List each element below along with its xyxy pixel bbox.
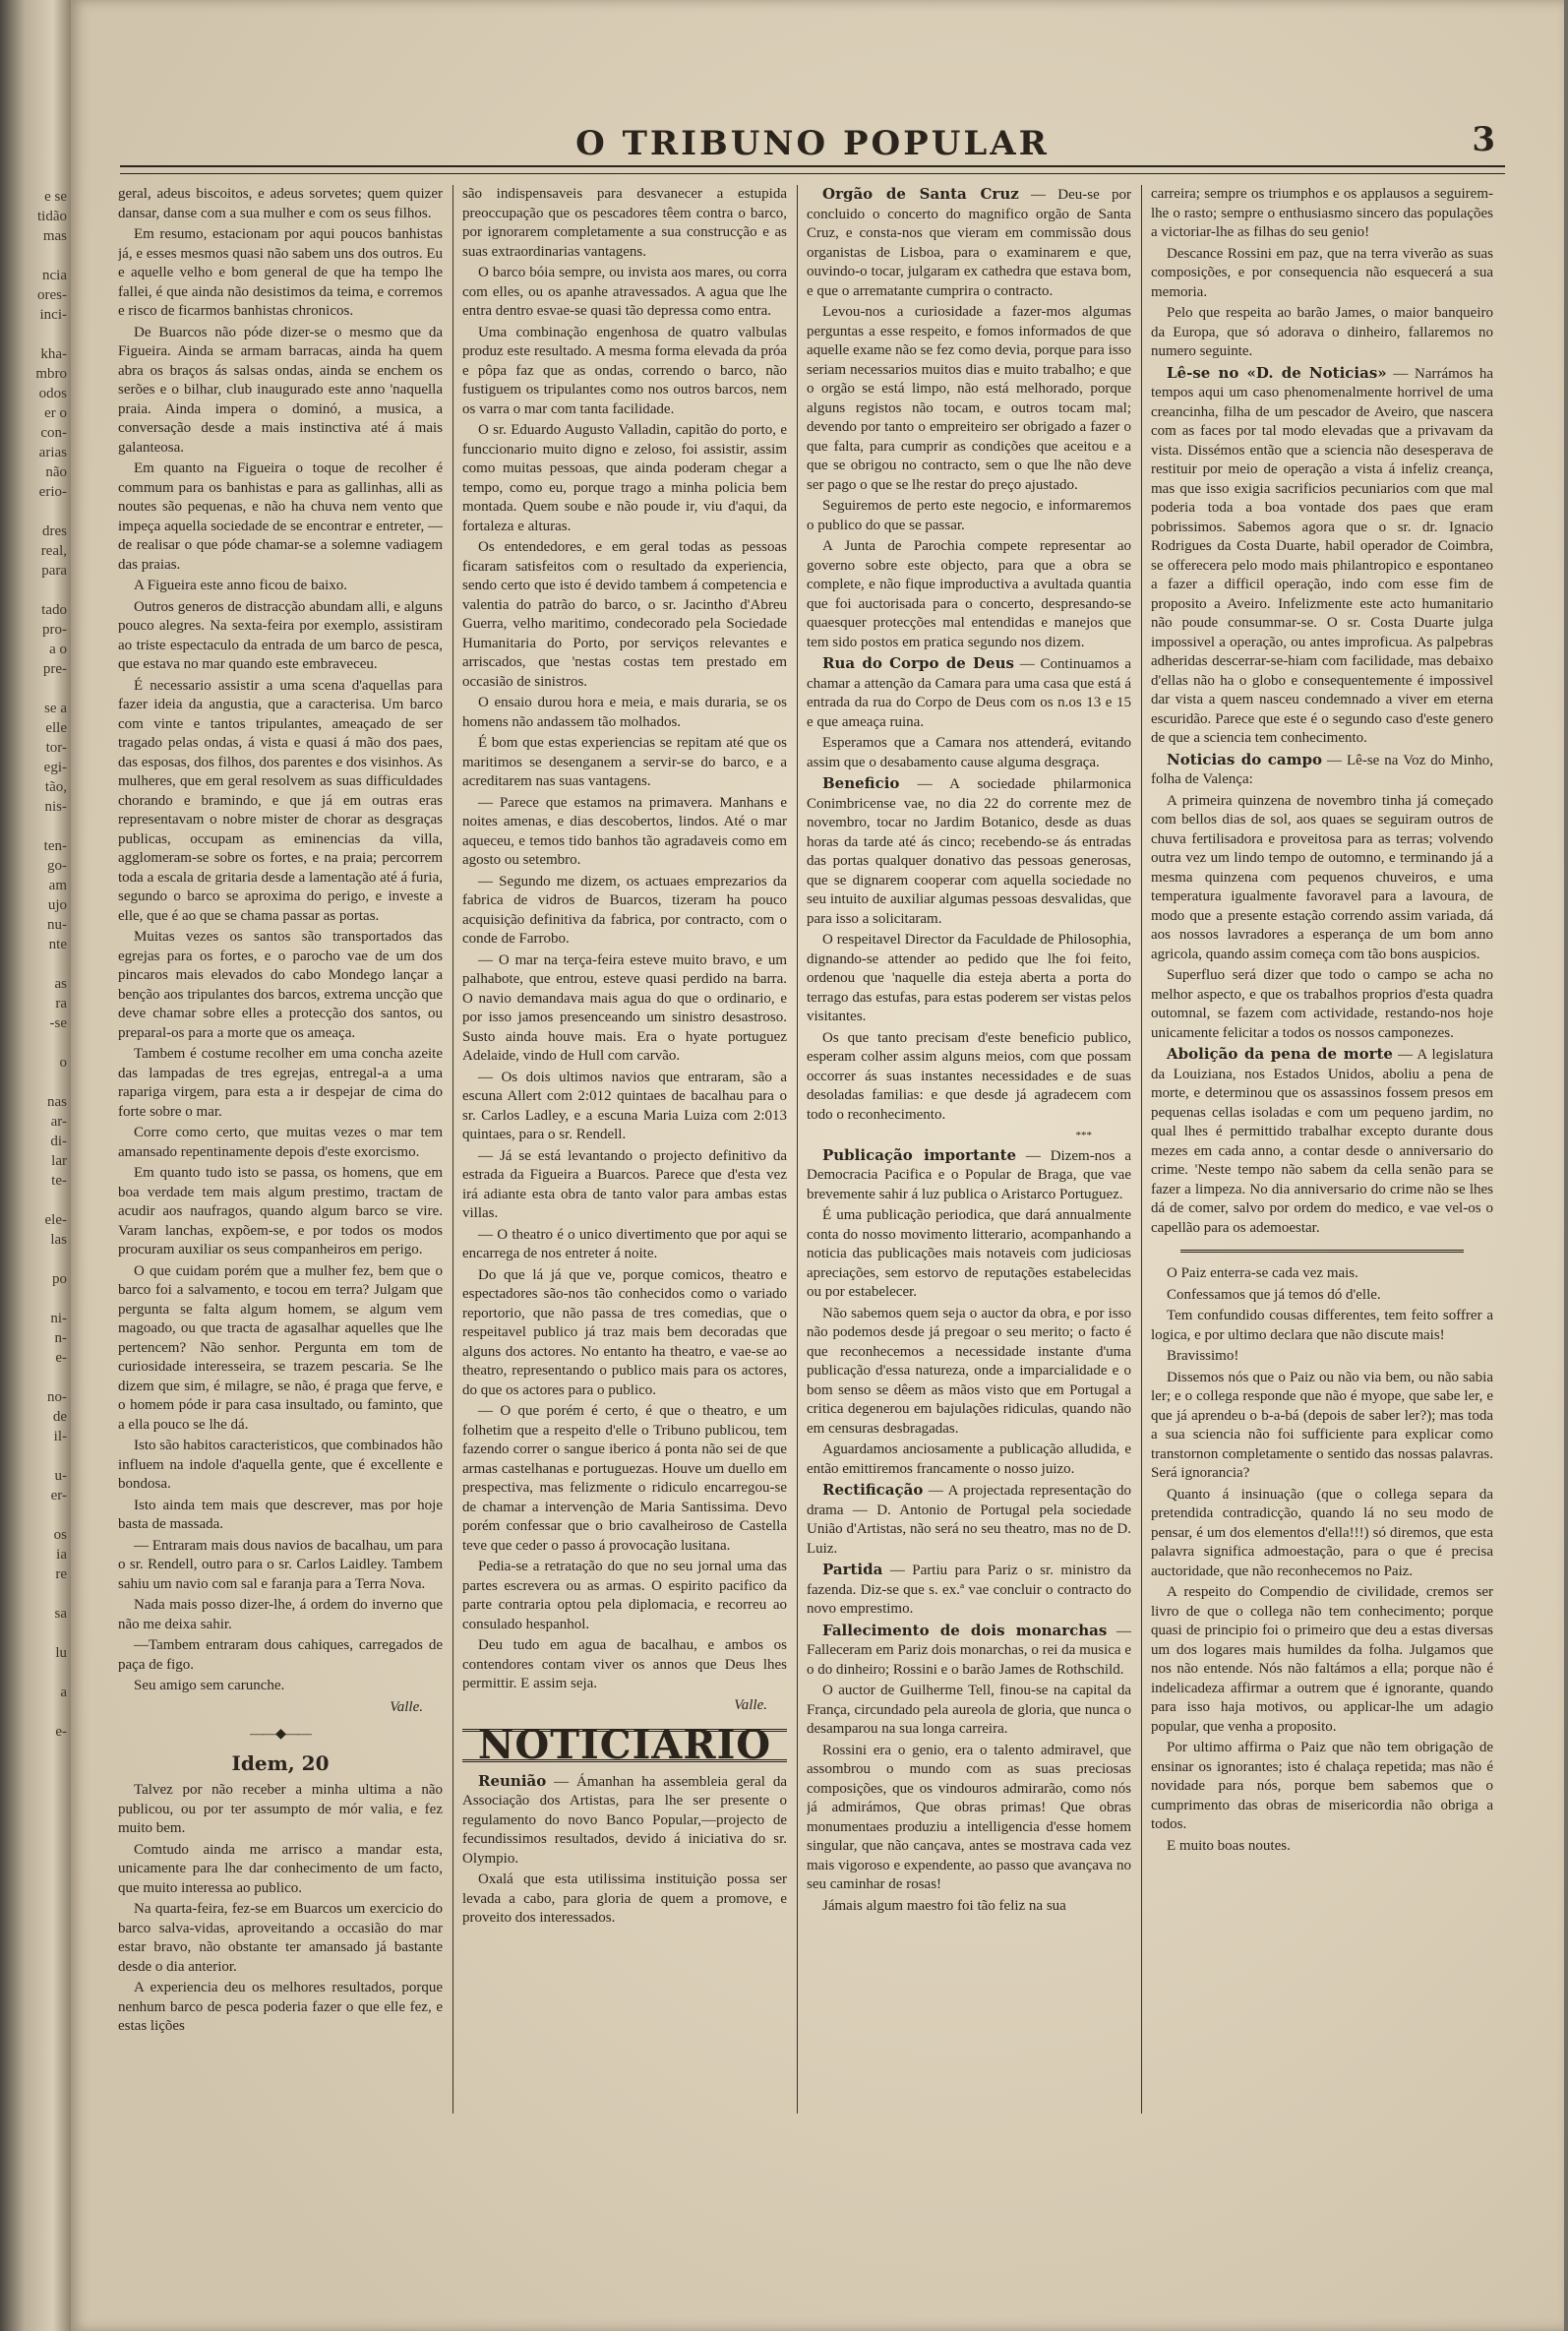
spine-line: não — [45, 464, 67, 480]
spine-line: as — [54, 976, 67, 992]
spine-line: di- — [50, 1134, 67, 1149]
news-item — [807, 654, 1131, 732]
spine-line: nas — [47, 1094, 67, 1110]
spine-line — [2, 502, 67, 521]
paragraph: Quanto á insinuação (que o collega separa da pretendida contradicção, quando lá no seu modo de pensar, é um dos elementos d'ella!!!) só diremos, que esta palavra significa admoestação, para o que é precisa auctoridade, que não reconhecemos no Paiz. — [1151, 1486, 1493, 1579]
paragraph: A primeira quinzena de novembro tinha já começado com bellos dias de sol, aos quaes se seguiram outros de chuva fertilisadora e proveitosa para as terras; volvendo outra vez um lindo tempo de outomno, e terminando já a mesma quinzena com pequenos chuveiros, e uma temperatura igualmente favoravel para a lavoura, de modo que a presente estação correndo assim variada, dá aos nossos lavradores a esperança de um bom anno agricola, quando assim começa com tão bons auspicios. — [1151, 792, 1493, 962]
spine-line: e se — [44, 189, 67, 205]
spine-line: sa — [54, 1606, 67, 1622]
spine-line: egi- — [43, 760, 67, 775]
news-body: — Continuamos a chamar a attenção da Camara para uma casa que está á entrada da rua do Corpo de Deus com os n.os 13 e 15 e que ameaça ruina. — [807, 656, 1131, 730]
paragraph: O auctor de Guilherme Tell, finou-se na capital da França, circundado pela aureola de gloria, que nunca o desamparou na sua longa carreira. — [807, 1683, 1131, 1737]
paragraph: Em quanto tudo isto se passa, os homens, que em boa verdade tem mais algum prestimo, tractam de acudir aos naufragos, quando algum barco se vire. Varam lanchas, expõem-se, e por todos os modos procuram auxiliar os seus companheiros em perigo. — [118, 1165, 443, 1258]
paragraph: Jámais algum maestro foi tão feliz na sua — [822, 1897, 1066, 1914]
paragraph: Os que tanto precisam d'este beneficio publico, esperam colher assim alguns meios, com que possam occorrer ás suas instantes necessidades e de suas desoladas familias: e que desde já agradecem com todo o reconhecimento. — [807, 1029, 1131, 1123]
paragraph: A Junta de Parochia compete representar ao governo sobre este objecto, para que a obra se complete, e não fique improductiva a avultada quantia que foi auctorisada para o concerto, despresando-se quaesquer protecções mal entendidas e manejos que tem sido postos em pratica segundo nos dizem. — [807, 538, 1131, 650]
news-item — [1151, 364, 1493, 749]
spine-line — [2, 325, 67, 344]
news-heading: Reunião — [478, 1771, 547, 1790]
spine-line: e- — [55, 1724, 67, 1740]
news-item — [807, 1622, 1131, 1681]
spine-line: er o — [44, 405, 67, 421]
spine-line — [2, 1446, 67, 1466]
spine-line: inci- — [39, 307, 67, 323]
spine-line — [2, 1289, 67, 1309]
paragraph: E muito boas noutes. — [1167, 1837, 1291, 1854]
spine-line: ujo — [47, 897, 67, 913]
news-heading: Publicação importante — [822, 1145, 1017, 1164]
paragraph: Deu tudo em agua de bacalhau, e ambos os contendores contam viver os annos que Deus lhes permittir. E assim seja. — [462, 1637, 787, 1691]
news-item — [1151, 1045, 1493, 1238]
spine-line — [2, 817, 67, 836]
news-heading: Orgão de Santa Cruz — [822, 185, 1019, 203]
news-heading: Lê-se no «D. de Noticias» — [1167, 363, 1387, 382]
spine-line — [2, 1368, 67, 1387]
paragraph: Dissemos nós que o Paiz ou não via bem, ou não sabia ler; e o collega responde que não é myope, que sabe ler, e que já aprendeu o b-a-bá (depois de saber ler?); mas toda a sua sciencia não foi sufficiente para explicar como transtornon completamente o sentido das nossas palavras. Será ignorancia? — [1151, 1369, 1493, 1481]
paragraph: —Tambem entraram dous cahiques, carregados de paça de figo. — [118, 1637, 443, 1673]
paragraph: são indispensaveis para desvanecer a estupida preoccupação que os pescadores têem contra o barco, por ignorarem completamente a sua construcção e as suas extraordinarias vantagens. — [462, 186, 787, 260]
paragraph: O que cuidam porém que a mulher fez, bem que o barco foi a salvamento, e tocou em terra? Julgam que pergunta se falta algum homem, se algum vem magoado, ou que tracta de agasalhar aquelles que lhe pertencem? Não senhor. Pergunta em tom de curiosidade interesseira, se trazem pescaria. Se lhe dizem que sim, é milagre, se não, é praga que ferve, e o homem póde ir para casa insultado, ou faminto, que a ella pouco se lhe dá. — [118, 1262, 443, 1433]
spine-line: kha- — [40, 346, 67, 362]
spine-line: nte — [48, 937, 67, 952]
paragraph: É bom que estas experiencias se repitam até que os maritimos se desenganem a servir-se do barco, e a acreditarem nas suas vantagens. — [462, 735, 787, 789]
paragraph: A respeito do Compendio de civilidade, cremos ser livro de que o collega não tem conhecimento; porque quasi de principio foi o primeiro que deu a estas diversas um dos logares mais humildes da folha. Julgamos que nos não entende. Nós não faltámos a ella; porque não é indelicadeza affirmar a outrem que é ignorante, quando para isso haja motivos, ou applicar-lhe um adagio popular, que venha a proposito. — [1151, 1584, 1493, 1735]
column-2 — [462, 185, 787, 2104]
spine-line — [2, 1073, 67, 1092]
section-heading-noticiario: NOTICIARIO — [462, 1729, 787, 1762]
spine-line: n- — [54, 1330, 67, 1346]
spine-line: tão, — [44, 779, 67, 795]
column-divider — [452, 185, 453, 2114]
spine-line: il- — [53, 1429, 67, 1444]
signature: Valle. — [390, 1698, 423, 1715]
spine-line: ar- — [50, 1114, 67, 1130]
news-item — [807, 1561, 1131, 1620]
spine-line — [2, 246, 67, 266]
dateline: Idem, 20 — [231, 1750, 330, 1775]
spine-line: po — [52, 1271, 67, 1287]
paragraph: Superfluo será dizer que todo o campo se acha no melhor aspecto, e que os trabalhos proprios d'esta quadra outomnal, se fazem com actividade, restando-nos hoje unicamente felicitar a todos os nossos camponezes. — [1151, 967, 1493, 1041]
paragraph: O sr. Eduardo Augusto Valladin, capitão do porto, e funccionario muito digno e zeloso, foi assistir, assim como muitas pessoas, que ainda poderam chegar a tempo, como eu, porque trago a minha policia bem montada. Quem soube e não poude ir, viu d'aqui, da fortaleza e alturas. — [462, 422, 787, 534]
spine-line: ra — [55, 996, 67, 1012]
news-body: — A projectada representação do drama — D. Antonio de Portugal pela sociedade União d'Artistas, não será no seu theatro, mas no de D. Luiz. — [807, 1483, 1131, 1557]
spine-line: arias — [38, 445, 67, 460]
paragraph: Bravissimo! — [1167, 1348, 1239, 1364]
spine-line: go- — [47, 858, 67, 874]
spine-line: ncia — [42, 268, 67, 283]
paragraph: geral, adeus biscoitos, e adeus sorvetes; quem quizer dansar, danse com a sua mulher e com os seus filhos. — [118, 186, 443, 221]
news-body: — Ámanhan ha assembleia geral da Associação dos Artistas, para lhe ser presente o regulamento do novo Banco Popular,—projecto de fecundissimos resultados, devido á iniciativa do sr. Olympio. — [462, 1773, 787, 1867]
spine-line: elle — [45, 720, 67, 736]
paragraph: Confessamos que já temos dó d'elle. — [1167, 1286, 1381, 1303]
spine-line: re — [55, 1566, 67, 1582]
signature: Valle. — [734, 1696, 767, 1713]
spine-line: odos — [38, 386, 67, 401]
spine-line: de — [52, 1409, 67, 1425]
spine-line: ele- — [44, 1212, 67, 1228]
spine-line — [2, 679, 67, 699]
news-body: — Deu-se por concluido o concerto do magnifico orgão de Santa Cruz, e consta-nos que vieram em commissão dous organistas de Lisboa, para o examinarem e que, ouvindo-o tocar, julgaram ex cathedra que estava bom, e que o arrematante cumprira o contracto. — [807, 187, 1131, 299]
paragraph: É necessario assistir a uma scena d'aquellas para fazer ideia da angustia, que a caracterisa. Um barco com vinte e tantos tripulantes, ameaçado de ser tragado pelas ondas, á vista e quasi á mão dos paes, das esposas, dos filhos, dos parentes e dos visinhos. As mulheres, que em geral resolvem as suas difficuldades chorando e bramindo, e que já em outras eras representavam o nobre mister de chorar as desgraças publicas, occupam as eminencias da villa, agglomeram-se sobre os fortes, e na praia; percorrem toda a escala de gritaria desde a lamentação até á furia, segundo o barco se aproxima do perigo, e investe a elle, que é ao que se chama passar as portas. — [118, 677, 443, 924]
news-heading: Rua do Corpo de Deus — [822, 654, 1014, 672]
news-heading: Partida — [822, 1561, 883, 1578]
paragraph: — Já se está levantando o projecto definitivo da estrada da Figueira a Buarcos. Parece que d'esta vez irá adiante esta obra de tanto valor para ambas estas villas. — [462, 1147, 787, 1221]
paragraph: Talvez por não receber a minha ultima a não publicou, ou por ter assumpto de mór valia, e fez muito bem. — [118, 1782, 443, 1836]
paragraph: — O que porém é certo, é que o theatro, e um folhetim que a respeito d'elle o Tribuno publicou, tem fazendo correr o sangue iberico á ponta não sei de que armas castelhanas e portuguezas. Houve um duello em prespectiva, mas felizmente o ridiculo encarregou-se de chamar a intervenção de Maria Santissima. Devo porém confessar que o brio cavalheiroso de Castella teve que ceder o passo á provocação lusitana. — [462, 1403, 787, 1554]
spine-line: nis- — [44, 799, 67, 815]
news-body: — Partiu para Pariz o sr. ministro da fazenda. Diz-se que s. ex.ª vae concluir o contracto do novo emprestimo. — [807, 1563, 1131, 1617]
spine-line: ia — [56, 1547, 67, 1563]
spine-line — [2, 1250, 67, 1269]
spine-line: se a — [44, 701, 67, 716]
paragraph: Os entendedores, e em geral todas as pessoas ficaram satisfeitos com o resultado da experiencia, sendo certo que isto é devido tambem á competencia e valentia do patrão do barco, o sr. Jacintho d'Abreu Guerra, velho maritimo, condecorado pela Sociedade Humanitaria do Porto, por serviços relevantes e arriscados, que 'nestas costas tem prestado em occasião de sinistros. — [462, 539, 787, 690]
news-item — [807, 774, 1131, 929]
spine-line: mas — [42, 228, 67, 244]
asterisks: *** — [1075, 1130, 1092, 1141]
spine-line: -se — [49, 1015, 67, 1031]
spine-line: e- — [55, 1350, 67, 1366]
masthead — [120, 116, 1505, 167]
column-divider — [1141, 185, 1142, 2114]
spine-line: pre- — [42, 661, 67, 677]
spine-line: mbro — [35, 366, 67, 382]
spine-line: dres — [42, 523, 67, 539]
spine-line — [2, 1033, 67, 1053]
paragraph: carreira; sempre os triumphos e os applausos a seguirem-lhe o rasto; sempre o enthusiasmo sincero das populações a victoriar-lhe as filhas do seu genio! — [1151, 186, 1493, 240]
spine-line: o — [59, 1055, 67, 1071]
paragraph: Esperamos que a Camara nos attenderá, evitando assim que o desabamento cause alguma desgraça. — [807, 735, 1131, 770]
adjacent-page-spine — [0, 0, 71, 2331]
spine-line: ni- — [50, 1311, 67, 1326]
spine-line: te- — [51, 1173, 67, 1189]
paragraph: Rossini era o genio, era o talento admiravel, que assombrou o mundo com as suas preciosas composições, que os vindouros admirarão, como nós já admirámos, Que obras primas! Que obras monumentaes produziu a intelligencia d'esse homem singular, que não cançava, antes se mostrava cada vez mais vigoroso e expendente, ao passo que avançava no seu caminhar de rosas! — [807, 1742, 1131, 1892]
news-item — [807, 1481, 1131, 1559]
spine-line: ores- — [37, 287, 67, 303]
paragraph: Seu amigo sem carunche. — [134, 1678, 285, 1693]
paragraph: Seguiremos de perto este negocio, e informaremos o publico do que se passar. — [807, 498, 1131, 533]
spine-line: tidão — [37, 209, 67, 224]
paragraph: — Os dois ultimos navios que entraram, são a escuna Allert com 2:012 quintaes de bacalhau para o sr. Carlos Ladley, e a escuna Maria Luiza com 2:013 quintaes, para o sr. Rendell. — [462, 1069, 787, 1142]
paragraph: Isto ainda tem mais que descrever, mas por hoje basta de massada. — [118, 1497, 443, 1532]
spine-line: a — [60, 1685, 67, 1700]
paragraph: — Segundo me dizem, os actuaes emprezarios da fabrica de vidros de Buarcos, tizeram ha pouco acquisição definitiva da fabrica, por contracto, com o conde de Farrobo. — [462, 873, 787, 947]
paragraph: Corre como certo, que muitas vezes o mar tem amansado repentinamente depois d'este exorcismo. — [118, 1125, 443, 1160]
spine-line: os — [53, 1527, 67, 1543]
news-body: — Falleceram em Pariz dois monarchas, o rei da musica e o do dinheiro; Rossini e o barão James de Rothschild. — [807, 1623, 1131, 1678]
spine-line: las — [50, 1232, 67, 1248]
paragraph: Pelo que respeita ao barão James, o maior banqueiro da Europa, que só adorava o dinheiro, fallaremos no numero seguinte. — [1151, 305, 1493, 359]
spine-line: am — [48, 878, 67, 893]
spine-line — [2, 1191, 67, 1210]
spine-line: er- — [50, 1488, 67, 1503]
news-item — [1151, 751, 1493, 790]
spine-line: no- — [47, 1389, 67, 1405]
spine-line — [2, 1663, 67, 1683]
spine-line: u- — [54, 1468, 67, 1484]
spine-line — [2, 954, 67, 974]
paragraph: Não sabemos quem seja o auctor da obra, e por isso não podemos desde já pregoar o seu merito; o facto é que reconhecemos a necessidade instante d'uma publicação d'essa natureza, onde a imparcialidade e o bom senso se dêem as mãos visto que em Portugal a critica degenerou em bajulações ridiculas, quando não em censuras desbragadas. — [807, 1305, 1131, 1437]
news-heading: Beneficio — [822, 774, 900, 792]
paragraph: Uma combinação engenhosa de quatro valbulas produz este resultado. A mesma forma elevada da próa e pôpa faz que as ondas, correndo o barco, não fustiguem os tripulantes como nos outros barcos, nem os varra o mar com tanta facilidade. — [462, 324, 787, 417]
paragraph: Aguardamos anciosamente a publicação alludida, e então emittiremos francamente o nosso juizo. — [807, 1442, 1131, 1477]
paragraph: A experiencia deu os melhores resultados, porque nenhum barco de pesca poderia fazer o que elle fez, e estas lições — [118, 1980, 443, 2034]
paragraph: Pedia-se a retratação do que no seu jornal uma das partes escrevera ou as armas. O espirito pacifico da parte contraria optou pela diplomacia, e recorreu ao consulado hespanhol. — [462, 1559, 787, 1632]
paragraph: Muitas vezes os santos são transportados das egrejas para os fortes, e o parocho vae de um dos pincaros mais elevados do cabo Mondego lançar a benção aos tripulantes dos barcos, extrema uncção que deve chamar sobre elles a protecção dos santos, ou preparal-os para a morte que os ameaça. — [118, 929, 443, 1041]
paragraph: — Entraram mais dous navios de bacalhau, um para o sr. Rendell, outro para o sr. Carlos Laidley. Tambem sahiu um navio com sal e faranja para a Terra Nova. — [118, 1537, 443, 1592]
spine-line — [2, 1624, 67, 1643]
spine-line — [2, 1505, 67, 1525]
paragraph: Descance Rossini em paz, que na terra viverão as suas composições, e por consequencia não esquecerá a sua memoria. — [1151, 245, 1493, 300]
column-4 — [1151, 185, 1493, 2104]
spine-line: nu- — [47, 917, 67, 933]
paragraph: Na quarta-feira, fez-se em Buarcos um exercicio do barco salva-vidas, aproveitando a occasião do mar estar bravo, não obstante ter amansado já bastante desde o dia anterior. — [118, 1901, 443, 1975]
news-heading: Fallecimento de dois monarchas — [822, 1621, 1108, 1639]
spine-line — [2, 1702, 67, 1722]
paragraph: — O mar na terça-feira esteve muito bravo, e um palhabote, que entrou, esteve quasi perdido na barra. O navio demandava mais agua do que o ordinario, e por isso jamos presenceando um sinistro desastroso. Susto ainda houve mais. Era o hyate portuguez Adelaide, vindo de Hull com carvão. — [462, 951, 787, 1064]
news-body: — Dizem-nos a Democracia Pacifica e o Popular de Braga, que vae brevemente sahir á luz publica o Aristarco Portuguez. — [807, 1147, 1131, 1202]
news-heading: Abolição da pena de morte — [1167, 1045, 1393, 1063]
section-divider — [1180, 1250, 1464, 1253]
paragraph: Comtudo ainda me arrisco a mandar esta, unicamente para lhe dar conhecimento de um facto, que muito interessa ao publico. — [118, 1841, 443, 1896]
spine-line — [2, 1584, 67, 1604]
news-body: — Lê-se na Voz do Minho, folha de Valença: — [1151, 752, 1493, 787]
paragraph: O ensaio durou hora e meia, e mais duraria, se os homens não andassem tão molhados. — [462, 695, 787, 730]
paragraph: Tem confundido cousas differentes, tem feito soffrer a logica, e por ultimo declara que não discute mais! — [1151, 1308, 1493, 1343]
news-item — [807, 185, 1131, 301]
spine-line: a o — [49, 642, 67, 657]
paragraph: O Paiz enterra-se cada vez mais. — [1167, 1265, 1358, 1281]
newspaper-page — [71, 0, 1564, 2331]
page-number: 3 — [1472, 120, 1495, 159]
paragraph: O respeitavel Director da Faculdade de Philosophia, dignando-se attender ao pedido que lhe foi feito, ordenou que 'naquelle dia esteja aberta a porta do terrago das estufas, para estas poderem ser vistas pelos visitantes. — [807, 932, 1131, 1024]
paragraph: Levou-nos a curiosidade a fazer-mos algumas perguntas a esse respeito, e fomos informados de que aquelle exame não se fez como devia, porque para isso seriam necessarios muitos dias e muito trabalho; e que o orgão se está limpo, não está melhorado, porque alguns registos não tocam, e outros tocam mal; devendo por tanto o empreiteiro ser obrigado a fazer o que falta, para cumprir as condições que aceitou e a que se obrigou no contracto, sem o que lhe não deve ser pago o que se lhe restar do preço ajustado. — [807, 304, 1131, 493]
spine-line: erio- — [38, 484, 67, 500]
paragraph: É uma publicação periodica, que dará annualmente conta do nosso movimento litterario, acompanhando a noticia das publicações mais notaveis com judiciosas apreciações, sem estorvo de reputações estabelecidas ou por estabelecer. — [807, 1207, 1131, 1300]
spine-line: tado — [41, 602, 67, 618]
spine-line: pro- — [42, 622, 67, 638]
news-item — [462, 1772, 787, 1870]
news-body: — A sociedade philarmonica Conimbricense vae, no dia 22 do corrente mez de novembro, tocar no Jardim Botanico, desde as duas horas da tarde até ás cinco; recebendo-se ás entradas das portas qualquer donativo das pessoas generosas, que se dignarem cooperar com aquella sociedade no seu intuito de auxiliar algumas pessoas desvalidas, que para isso a solicitaram. — [807, 776, 1131, 927]
spine-line: real, — [40, 543, 67, 559]
column-3 — [807, 185, 1131, 2104]
news-heading: Rectificação — [822, 1481, 924, 1499]
paragraph: Do que lá já que ve, porque comicos, theatro e espectadores são-nos tão conhecidos como o variado reportorio, que não passa de tres comedias, que o respeitavel publico já traz mais bem decoradas que alguns dos actores. No entanto ha theatro, e vae-se ao theatro, representando o publico mais para os actores, do que os actores para o publico. — [462, 1266, 787, 1398]
spine-line — [2, 581, 67, 600]
paragraph: Tambem é costume recolher em uma concha azeite das lampadas de tres egrejas, entregal-a a uma rapariga virgem, para esta a ir despejar de cima do forte sobre o mar. — [118, 1046, 443, 1120]
news-item — [807, 1146, 1131, 1205]
paragraph: Em resumo, estacionam por aqui poucos banhistas já, e esses mesmos quasi não sabem uns dos outros. Eu e aquelle velho e bom general de que ha tempo lhe fallei, é que ainda não desistimos da teima, e corremos e risco de ficarmos banhistas chronicos. — [118, 226, 443, 319]
paragraph: De Buarcos não póde dizer-se o mesmo que da Figueira. Ainda se armam barracas, ainda ha quem abra os braços ás salsas ondas, ainda se enchem os serões e o bilhar, club inaugurado este anno 'naquella praia. Ainda impera o dominó, a musica, a conversação desde a mais instinctiva até á mais galanteosa. — [118, 324, 443, 456]
paragraph: Por ultimo affirma o Paiz que não tem obrigação de ensinar os ignorantes; isto é chalaça repetida; mas não é novidade para nós, porque bem sabemos que o cumprimento das obras de misericordia não obriga a todos. — [1151, 1740, 1493, 1832]
paragraph: Em quanto na Figueira o toque de recolher é commum para os banhistas e para as gallinhas, alli as noutes são pequenas, e não ha chuva nem vento que impeça aquella sociedade de se encontrar e entreter, — de realisar o que póde chamar-se a solemne vadiagem das praias. — [118, 460, 443, 573]
paragraph: Oxalá que esta utilissima instituição possa ser levada a cabo, para gloria de quem a promove, e proveito dos interessados. — [462, 1871, 787, 1926]
spine-line: tor- — [45, 740, 67, 756]
adjacent-page-text — [2, 187, 67, 1742]
spine-line: para — [41, 563, 67, 579]
news-body: — A legislatura da Louiziana, nos Estados Unidos, aboliu a pena de morte, e determinou que os assassinos fossem presos em pequenas cellas isoladas e com um pequeno jardim, no qual lhes é permittido trabalhar excepto durante dous mezes em cada anno, a contar desde o anniversario do crime. 'Neste tempo não sabem da cella senão para se fazer a limpeza. No dia anniversario do crime não se lhes dá de comer, salvo por ordem do medico, e vae vel-os o capellão para os ademoestar. — [1151, 1047, 1493, 1236]
paragraph: — Parece que estamos na primavera. Manhans e noites amenas, e dias descobertos, lindos. Até o mar aqueceu, e temos tido banhos tão agradaveis como em agosto ou setembro. — [462, 794, 787, 868]
spine-line: con- — [40, 425, 67, 441]
paragraph: Nada mais posso dizer-lhe, á ordem do inverno que não me deixa sahir. — [118, 1597, 443, 1632]
column-divider — [797, 185, 798, 2114]
paragraph: O barco bóia sempre, ou invista aos mares, ou corra com elles, ou os apanhe atravessados. A agua que lhe entra dentro esvae-se quasi tão depressa como entra. — [462, 265, 787, 319]
spine-line: lar — [51, 1153, 67, 1169]
ornament-divider: ——◆—— — [250, 1727, 311, 1742]
masthead-rule — [120, 173, 1505, 174]
spine-line: lu — [55, 1645, 67, 1661]
column-1 — [118, 185, 443, 2104]
paragraph: Outros generos de distracção abundam alli, e alguns pouco alegres. Na sexta-feira por exemplo, assistiram ao triste espectaculo da entrada de um barco de pesca, que estava no mar quando este embraveceu. — [118, 598, 443, 672]
paragraph: Isto são habitos caracteristicos, que combinados hão influem na indole d'aquella gente, que é excellente e bondosa. — [118, 1438, 443, 1492]
paragraph: A Figueira este anno ficou de baixo. — [134, 578, 348, 593]
paragraph: — O theatro é o unico divertimento que por aqui se encarrega de nos entreter á noite. — [462, 1226, 787, 1261]
news-heading: Noticias do campo — [1167, 750, 1322, 768]
news-body: — Narrámos ha tempos aqui um caso phenomenalmente horrivel de uma creancinha, filha de um pescador de Aveiro, que nascera com as faces por tal modo elevadas que a privavam da vista. Dissémos então que a sciencia não desesperava de restituir por meio de operação a vista á infeliz creança, mas que isso exigia sacrificios pecuniarios com que mal poderia toda a boa vontade dos paes que eram pobrissimos. Sabemos agora que o sr. dr. Ignacio Rodrigues da Costa Duarte, habil operador de Coimbra, se offerecera pelo modo mais philantropico e espontaneo a fazer a difficil operação, indo com esse fim de proposito a Aveiro. Infelizmente este acto humanitario não poude consummar-se. O sr. Costa Duarte julga impossivel a operação, ou antes improficua. As palpebras adheridas descerrar-se-hiam com facilidade, mas debaixo d'ellas não ha o globo e consequentemente é impossivel dar vista a quem nasceu condemnado a viver em eterna escuridão. Parece que este é o segundo caso d'este genero de que a sciencia tem conhecimento. — [1151, 365, 1493, 746]
spine-line: ten- — [43, 838, 67, 854]
masthead-title: O TRIBUNO POPULAR — [575, 124, 1050, 163]
